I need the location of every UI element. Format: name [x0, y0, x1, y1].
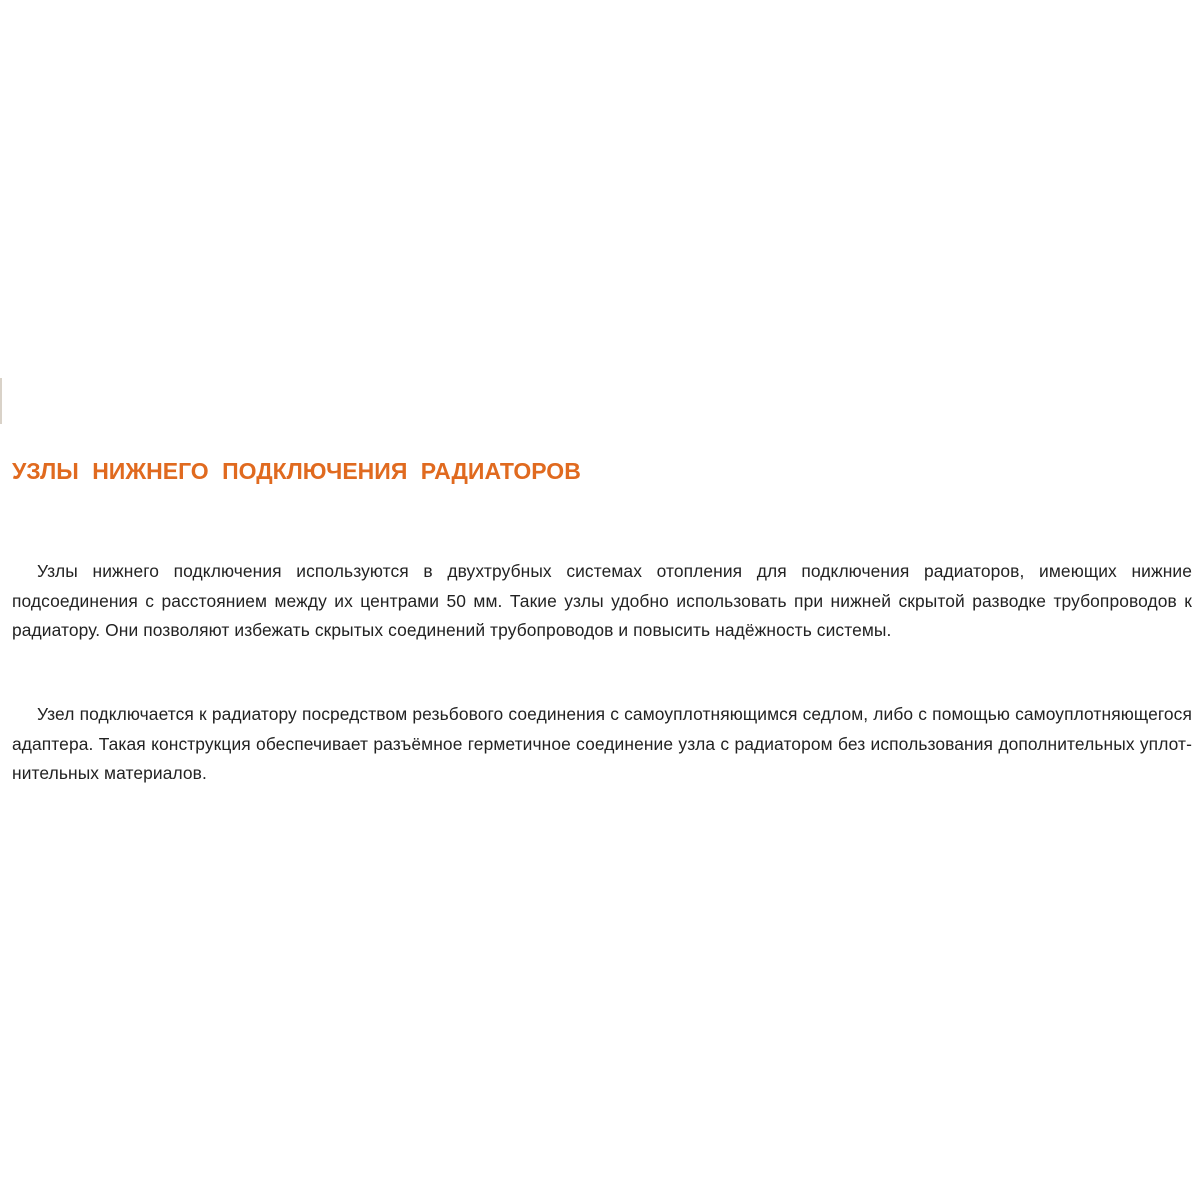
page-edge-mark: [0, 378, 2, 424]
paragraph-1: Узлы нижнего подключения используются в двухтрубных системах отопления для подключения радиаторов, имеющих нижние подсоединения с расстоянием между их центрами 50 мм. Такие узлы удобно использовать при нижней скрытой разводке трубопроводов к радиатору. Они позволяют избежать скрытых соединений трубопроводов и повысить надёжность системы.: [12, 561, 1192, 640]
paragraph-2: Узел подключается к радиатору посредством резьбового соединения с самоуплотняющимся седлом, либо с помощью самоуплотняющегося адаптера. Такая конструкция обеспечивает разъёмное герметичное соединение узла с радиатором без использования дополнительных уплот-нительных материалов.: [12, 704, 1192, 783]
section-heading: УЗЛЫ НИЖНЕГО ПОДКЛЮЧЕНИЯ РАДИАТОРОВ: [12, 458, 581, 484]
